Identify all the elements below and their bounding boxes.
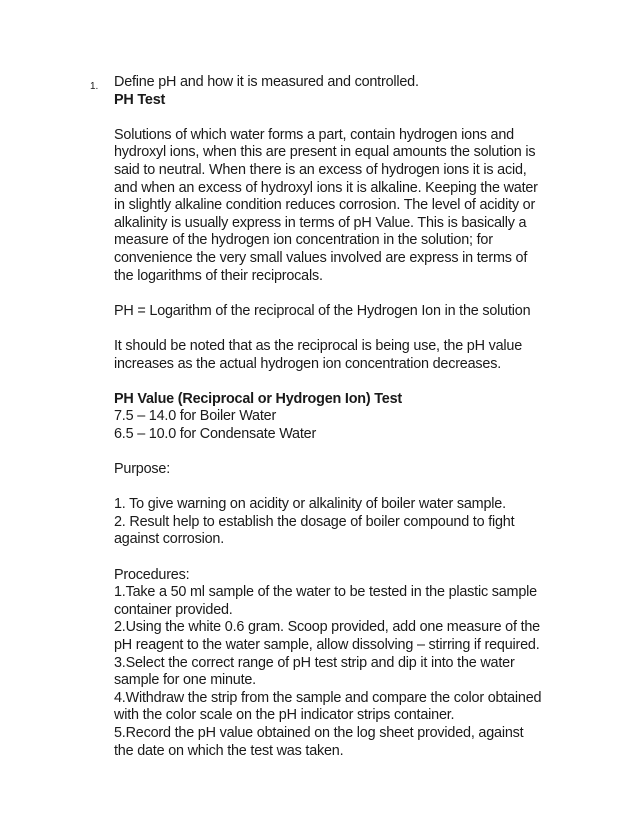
text-line: said to neutral. When there is an excess of hydrogen ions it is acid,	[114, 161, 527, 178]
text-line: hydroxyl ions, when this are present in equal amounts the solution is	[114, 144, 536, 161]
text-line: 4.Withdraw the strip from the sample and compare the color obtained	[114, 689, 542, 706]
text-line: Solutions of which water forms a part, contain hydrogen ions and	[114, 126, 514, 143]
text-line: pH reagent to the water sample, allow dissolving – stirring if required.	[114, 637, 540, 653]
text-line: alkalinity is usually express in terms of pH Value. This is basically a	[114, 214, 527, 231]
procedures-label: Procedures:	[114, 566, 190, 583]
text-line: 2. Result help to establish the dosage of boiler compound to fight	[114, 513, 515, 530]
document-body	[114, 74, 584, 760]
purpose-label: Purpose:	[114, 461, 170, 478]
text-line: convenience the very small values involved are express in terms of	[114, 249, 528, 266]
list-number: 1.	[90, 81, 99, 92]
definition-line: PH = Logarithm of the reciprocal of the Hydrogen Ion in the solution	[114, 302, 531, 319]
text-line: and when an excess of hydroxyl ions it is alkaline. Keeping the water	[114, 179, 538, 196]
purpose-list	[114, 496, 584, 549]
range-line: 7.5 – 14.0 for Boiler Water	[114, 408, 277, 425]
text-line: 1. To give warning on acidity or alkalinity of boiler water sample.	[114, 496, 506, 513]
text-line: measure of the hydrogen ion concentration in the solution; for	[114, 232, 493, 249]
note-paragraph	[114, 338, 584, 373]
text-line: against corrosion.	[114, 531, 224, 548]
text-line: It should be noted that as the reciprocal is being use, the pH value	[114, 337, 522, 354]
text-line: in slightly alkaline condition reduces corrosion. The level of acidity or	[114, 197, 536, 214]
text-line: with the color scale on the pH indicator strips container.	[114, 707, 455, 724]
range-line: 6.5 – 10.0 for Condensate Water	[114, 425, 317, 442]
text-line: 1.Take a 50 ml sample of the water to be tested in the plastic sample	[114, 584, 537, 601]
text-line: 3.Select the correct range of pH test strip and dip it into the water	[114, 654, 515, 671]
text-line: 2.Using the white 0.6 gram. Scoop provided, add one measure of the	[114, 619, 540, 636]
intro-paragraph	[114, 127, 584, 285]
procedures-list	[114, 584, 584, 760]
text-line: the logarithms of their reciprocals.	[114, 267, 323, 284]
text-line: increases as the actual hydrogen ion concentration decreases.	[114, 355, 501, 372]
text-line: container provided.	[114, 601, 233, 618]
text-line: 5.Record the pH value obtained on the log sheet provided, against	[114, 724, 524, 741]
heading-ph-value: PH Value (Reciprocal or Hydrogen Ion) Test	[114, 390, 402, 407]
heading-ph-test: PH Test	[114, 91, 166, 108]
question-line: Define pH and how it is measured and controlled.	[114, 74, 419, 90]
text-line: the date on which the test was taken.	[114, 742, 344, 759]
text-line: sample for one minute.	[114, 672, 256, 689]
